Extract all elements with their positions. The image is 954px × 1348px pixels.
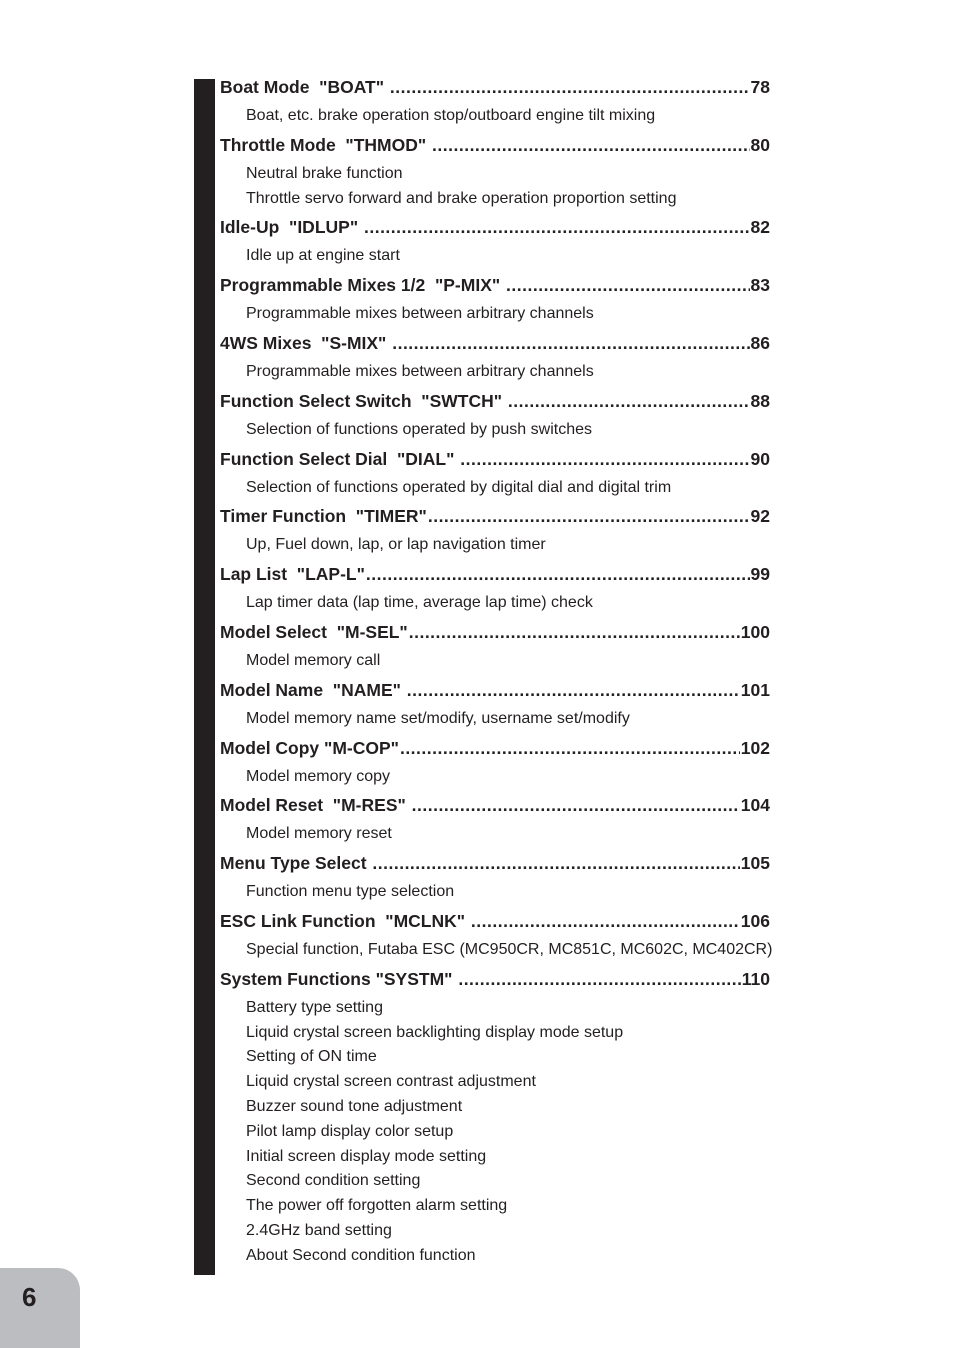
toc-entry-descriptions xyxy=(220,471,800,505)
toc-entry-title: Idle-Up "IDLUP" xyxy=(220,217,363,238)
toc-entry xyxy=(220,793,800,851)
dot-leader xyxy=(508,389,750,413)
toc-entry-description: Throttle servo forward and brake operation proportion setting xyxy=(246,189,677,207)
toc-entry xyxy=(220,389,800,447)
toc-entry xyxy=(220,447,800,505)
toc-entry-description: Model memory name set/modify, username set/modify xyxy=(246,709,630,727)
toc-entry-title: System Functions "SYSTM" xyxy=(220,968,458,989)
toc-entry-heading[interactable] xyxy=(220,562,770,586)
toc-entry-description: Pilot lamp display color setup xyxy=(246,1122,454,1140)
dot-leader xyxy=(460,447,749,471)
toc-entry-descriptions xyxy=(220,528,800,562)
dot-leader xyxy=(392,331,749,355)
dot-leader xyxy=(412,793,740,817)
dot-leader xyxy=(432,133,750,157)
table-of-contents xyxy=(220,75,800,1273)
toc-entry-descriptions xyxy=(220,817,800,851)
toc-entry-title: Timer Function "TIMER" xyxy=(220,506,427,527)
dot-leader xyxy=(372,851,739,875)
toc-entry-heading[interactable] xyxy=(220,447,770,471)
toc-entry-description: Battery type setting xyxy=(246,998,383,1016)
dot-leader xyxy=(390,75,750,99)
toc-entry-page: 101 xyxy=(740,679,770,700)
toc-entry-page: 92 xyxy=(750,506,770,527)
dot-leader xyxy=(506,273,750,297)
toc-entry-page: 86 xyxy=(750,332,770,353)
toc-entry-descriptions xyxy=(220,297,800,331)
toc-entry-page: 110 xyxy=(741,968,770,989)
toc-entry-description: The power off forgotten alarm setting xyxy=(246,1197,508,1215)
toc-entry-descriptions xyxy=(220,991,800,1273)
toc-entry-title: Model Reset "M-RES" xyxy=(220,795,411,816)
toc-entry xyxy=(220,133,800,216)
toc-entry-heading[interactable] xyxy=(220,331,770,355)
toc-entry-description: 2.4GHz band setting xyxy=(246,1221,392,1239)
toc-entry-description: About Second condition function xyxy=(246,1246,476,1264)
toc-entry xyxy=(220,273,800,331)
toc-entry-page: 105 xyxy=(740,853,770,874)
toc-entry-heading[interactable] xyxy=(220,133,770,157)
toc-entry-heading[interactable] xyxy=(220,504,770,528)
toc-entry-description: Lap timer data (lap time, average lap time) check xyxy=(246,594,593,612)
toc-entry-description: Liquid crystal screen backlighting display mode setup xyxy=(246,1023,624,1041)
toc-entry-descriptions xyxy=(220,413,800,447)
toc-entry-descriptions xyxy=(220,875,800,909)
toc-entry-page: 80 xyxy=(750,134,770,155)
toc-entry-description: Buzzer sound tone adjustment xyxy=(246,1097,463,1115)
toc-entry xyxy=(220,736,800,794)
toc-entry-page: 83 xyxy=(750,275,770,296)
dot-leader xyxy=(458,967,740,991)
toc-entry-descriptions xyxy=(220,933,800,967)
toc-entry-page: 99 xyxy=(750,564,770,585)
dot-leader xyxy=(428,504,750,528)
toc-entry-title: Function Select Dial "DIAL" xyxy=(220,448,460,469)
toc-entry-title: Model Select "M-SEL" xyxy=(220,621,408,642)
toc-entry xyxy=(220,75,800,133)
toc-entry-title: Model Name "NAME" xyxy=(220,679,406,700)
toc-entry-page: 88 xyxy=(750,390,770,411)
toc-entry-title: Model Copy "M-COP" xyxy=(220,737,399,758)
toc-entry-description: Up, Fuel down, lap, or lap navigation timer xyxy=(246,536,546,554)
dot-leader xyxy=(366,562,750,586)
toc-entry-heading[interactable] xyxy=(220,736,770,760)
toc-entry xyxy=(220,909,800,967)
toc-entry xyxy=(220,215,800,273)
toc-entry-heading[interactable] xyxy=(220,851,770,875)
toc-entry-description: Second condition setting xyxy=(246,1172,421,1190)
page-tab xyxy=(0,1268,80,1348)
toc-entry-title: Throttle Mode "THMOD" xyxy=(220,134,432,155)
toc-entry-heading[interactable] xyxy=(220,909,770,933)
toc-entry-description: Neutral brake function xyxy=(246,164,403,182)
toc-entry-title: Lap List "LAP-L" xyxy=(220,564,365,585)
section-bar xyxy=(194,79,215,1275)
toc-entry-heading[interactable] xyxy=(220,678,770,702)
toc-entry-descriptions xyxy=(220,99,800,133)
toc-entry-title: Programmable Mixes 1/2 "P-MIX" xyxy=(220,275,506,296)
toc-entry-description: Programmable mixes between arbitrary channels xyxy=(246,362,594,380)
dot-leader xyxy=(364,215,750,239)
toc-entry-description: Model memory copy xyxy=(246,767,391,785)
toc-entry-title: Boat Mode "BOAT" xyxy=(220,77,389,97)
toc-entry-title: ESC Link Function "MCLNK" xyxy=(220,910,470,931)
page-number: 6 xyxy=(22,1282,37,1312)
toc-entry xyxy=(220,851,800,909)
toc-entry-description: Liquid crystal screen contrast adjustment xyxy=(246,1073,536,1091)
toc-entry-descriptions xyxy=(220,644,800,678)
toc-entry-description: Model memory reset xyxy=(246,825,392,843)
toc-entry-page: 106 xyxy=(740,910,770,931)
toc-entry-description: Boat, etc. brake operation stop/outboard engine tilt mixing xyxy=(246,107,656,124)
toc-entry-title: Menu Type Select xyxy=(220,853,372,874)
toc-entry-heading[interactable] xyxy=(220,967,770,991)
toc-entry-descriptions xyxy=(220,157,800,216)
toc-entry-description: Model memory call xyxy=(246,651,381,669)
toc-entry-description: Selection of functions operated by push switches xyxy=(246,420,592,438)
toc-entry xyxy=(220,504,800,562)
toc-entry-heading[interactable] xyxy=(220,215,770,239)
toc-entry-heading[interactable] xyxy=(220,620,770,644)
toc-entry-page: 102 xyxy=(740,737,770,758)
toc-entry-heading[interactable] xyxy=(220,389,770,413)
toc-entry-description: Setting of ON time xyxy=(246,1048,377,1066)
toc-entry-descriptions xyxy=(220,355,800,389)
toc-entry-page: 90 xyxy=(750,448,770,469)
toc-entry-heading[interactable] xyxy=(220,273,770,297)
toc-entry-heading[interactable] xyxy=(220,75,770,99)
toc-entry-description: Selection of functions operated by digital dial and digital trim xyxy=(246,478,672,496)
toc-entry xyxy=(220,967,800,1273)
toc-entry-description: Programmable mixes between arbitrary channels xyxy=(246,305,594,323)
toc-entry-description: Initial screen display mode setting xyxy=(246,1147,487,1165)
dot-leader xyxy=(409,620,740,644)
toc-entry-title: Function Select Switch "SWTCH" xyxy=(220,390,507,411)
toc-entry-description: Function menu type selection xyxy=(246,883,455,901)
toc-entry xyxy=(220,678,800,736)
toc-entry-descriptions xyxy=(220,586,800,620)
toc-entry-descriptions xyxy=(220,239,800,273)
toc-entry xyxy=(220,562,800,620)
toc-entry-descriptions xyxy=(220,760,800,794)
toc-entry xyxy=(220,620,800,678)
toc-entry-description: Idle up at engine start xyxy=(246,247,400,265)
toc-entry xyxy=(220,331,800,389)
dot-leader xyxy=(471,909,740,933)
toc-entry-page: 78 xyxy=(750,77,770,97)
dot-leader xyxy=(407,678,740,702)
toc-entry-page: 104 xyxy=(740,795,770,816)
toc-entry-descriptions xyxy=(220,702,800,736)
toc-entry-description: Special function, Futaba ESC (MC950CR, MC851C, MC602C, MC402CR) xyxy=(246,940,773,958)
toc-entry-page: 82 xyxy=(750,217,770,238)
toc-entry-title: 4WS Mixes "S-MIX" xyxy=(220,332,392,353)
toc-entry-heading[interactable] xyxy=(220,793,770,817)
dot-leader xyxy=(400,736,740,760)
toc-entry-page: 100 xyxy=(740,621,770,642)
